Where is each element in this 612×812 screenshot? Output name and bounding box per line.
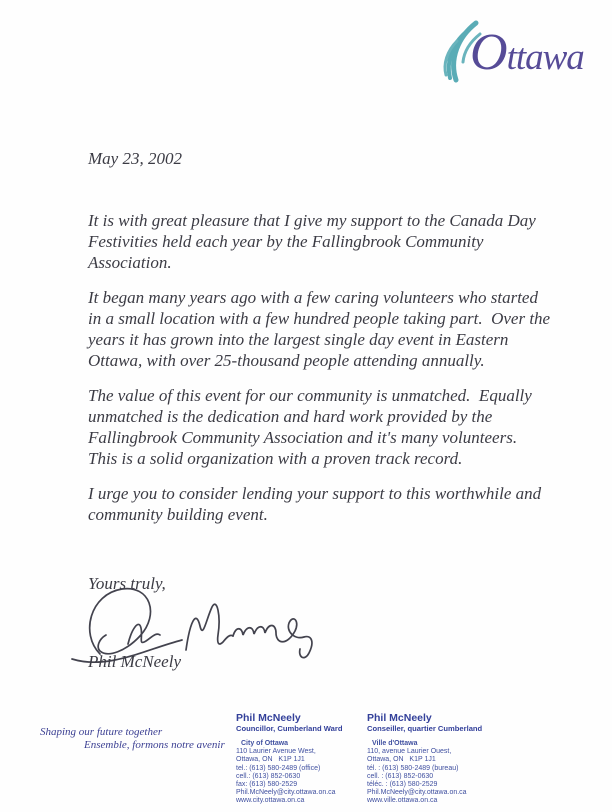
contact-org: Ville d'Ottawa [372,740,418,747]
signer-name: Phil McNeely [88,652,181,671]
footer-tagline-french: Ensemble, formons notre avenir [84,739,225,751]
contact-card-english [236,712,366,806]
contact-website: www.ville.ottawa.on.ca [367,797,438,805]
contact-email: Phil.McNeely@city.ottawa.on.ca [236,789,336,797]
contact-line: 110, avenue Laurier Ouest, [367,748,452,756]
letter-paragraph: It began many years ago with a few caring volunteers who started in a small location with a few hundred people taking part. Over the years it has grown into the largest single day event in Eastern Ottawa, with over 25-thousand people attending annually. [88,288,555,370]
contact-line: cell.: (613) 852-0630 [236,772,301,780]
footer-tagline-english: Shaping our future together [40,726,163,738]
contact-line: tél. : (613) 580-2489 (bureau) [367,764,459,772]
contact-line: Ottawa, ON K1P 1J1 [236,756,305,764]
contact-line: téléc. : (613) 580-2529 [367,781,438,789]
contact-title: Conseiller, quartier Cumberland [367,724,483,733]
letter-paragraph: I urge you to consider lending your support to this worthwhile and community building event. [88,484,546,524]
closing-salutation: Yours truly, [88,574,166,593]
contact-title: Councillor, Cumberland Ward [236,724,343,733]
contact-name: Phil McNeely [236,712,301,724]
letter-date: May 23, 2002 [88,149,182,168]
ottawa-logo [436,16,604,96]
contact-line: Ottawa, ON K1P 1J1 [367,756,436,764]
contact-org: City of Ottawa [241,740,289,747]
letter-paragraph: The value of this event for our community is unmatched. Equally unmatched is the dedication and hard work provided by the Fallingbrook Community Association and it's many volunteers. This is a solid organization with a proven track record. [88,386,537,468]
contact-line: fax: (613) 580-2529 [236,781,298,789]
ottawa-logo-wordmark: Ottawa [470,24,584,81]
contact-website: www.city.ottawa.on.ca [236,797,305,805]
contact-email: Phil.McNeely@city.ottawa.on.ca [367,789,467,797]
contact-line: 110 Laurier Avenue West, [236,748,316,756]
contact-name: Phil McNeely [367,712,432,724]
footer-tagline [40,726,225,752]
letter-paragraph: It is with great pleasure that I give my support to the Canada Day Festivities held each year by the Fallingbrook Community Association. [88,211,541,272]
contact-card-french [367,712,497,806]
contact-line: cell. : (613) 852-0630 [367,772,434,780]
letter-body [88,148,555,539]
contact-line: tel.: (613) 580-2489 (office) [236,764,321,772]
